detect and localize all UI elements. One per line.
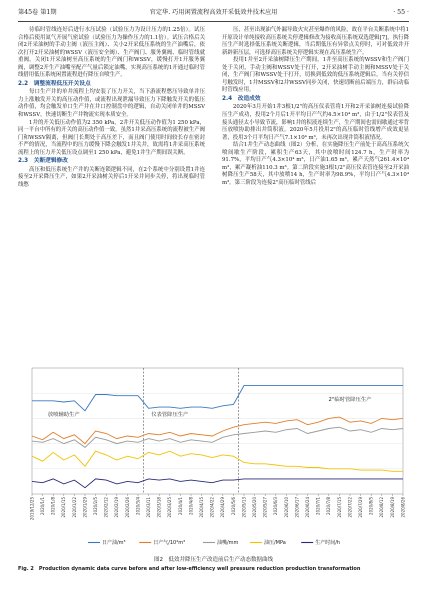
x-tick-label: 2020/2/12	[103, 497, 109, 518]
x-tick-label: 2020/4/8	[188, 497, 194, 515]
x-tick-label: 2020/7/1	[315, 497, 321, 515]
x-tick-label: 2020/4/15	[199, 497, 204, 518]
x-tick-label: 2020/5/13	[241, 497, 247, 518]
figure-caption-en: Fig. 2 Production dynamic data curve before and after low-efficiency well pressure reduction production transformation	[18, 566, 361, 572]
paragraph: 投用1井至2开采油树降压生产期间，1井至高压系统的WSSV和生产阀门处于关闭，手动主阀和WSSV处于打开，2开采油树手动主阀和MSSV处于关闭，生产阀门和WSSV处于打开，切换到低效的低压系统逻辑后，当有关停信号触发时，1井MSSV和2井WSSV同步关闭，快速切断前后端压力，群启动临时管线应用。	[222, 57, 409, 94]
x-tick-label: 2020/1/1	[39, 497, 45, 515]
x-tick-label: 2020/5/20	[252, 497, 257, 518]
figure-caption: 图2 低效井降压生产改造前后生产动态数据曲线	[153, 557, 273, 563]
x-tick-label: 2020/4/1	[177, 497, 183, 515]
x-tick-label: 2020/7/22	[347, 497, 353, 518]
production-chart	[18, 362, 409, 552]
plot-area	[32, 368, 403, 494]
left-column	[18, 27, 205, 189]
x-tick-label: 2020/4/22	[209, 497, 215, 518]
x-tick-label: 2020/5/6	[230, 497, 236, 515]
legend-label-2: 油嘴/mm	[217, 540, 239, 546]
x-tick-label: 2020/3/11	[146, 497, 151, 518]
section-heading: 2.4 改造成效	[222, 95, 261, 102]
x-tick-label: 2020/7/29	[358, 497, 363, 518]
x-tick-label: 2020/3/4	[135, 497, 141, 515]
paragraph: 压，甚至出现油气外漏导致火灾甚至爆炸的风险，故在平台关断系统中将1开原设计单纯接收高压系统关停逻辑修改为接收高压系统双选逻辑[7]，执行降压生产时选择低压系统关断逻辑，当后期低压有异常点关停时，可对低效井开新辟新压层，可选择高压系统关停逻辑实现在高压系统生产。	[222, 27, 409, 56]
paragraph: 1井的开关低压动作值为2 350 kPa，2井开关低压动作值为1 250 kPa，同一平台中所有的开关的高压动作值一致。虽然1井采高压系统的流程被生产阀门和WSSV隔离，但阀门长期处于高压差下，而且阀门使用时间较长存在密封不严的情况，当流程中的压力缓慢下降会触发1井关井，故需将1井采高压系统流程上的压力开关低压设点调至1 250 kPa，避免1井生产期间误关断。	[18, 119, 205, 156]
paragraph: 2020年3月开始1井3根1/2"的高压仪表管将1开和2开采油树连接试验降压生产成功，投用2个月后1开平均日产气约4.5×10⁴ m³，由于1/2"仪表管及接头通径太小导致节流，影响1井的积液连续生产，生产期间也需间歇通过零背压放喷协助排出井筒积液。2020年5月投用2"的高压临时管线增产成效更显著，投用3个月平均日产气7.1×10⁴ m³，未再次出现井筒积液情况。	[222, 104, 409, 141]
header-rule	[18, 21, 409, 22]
paragraph: 待临时管线连好后进行水压试验（试验压力为设计压力的1.25倍）。试压合格后使用氮气开展气密试验（试验压力为操作压力的1.1倍）。试压合格后关闭2开采油树的手动主阀（液压主阀）、关小2开采低压系统的生产油嘴后，依次打开2开采油树的WSSV（液压安全阀）、生产阀门、服务翼阀、临时管线就重阀。关闭1开采油树至高压系统的生产阀门和WSSV，缓慢打开1开服务翼阀，调整2开生产油嘴至配产气量后锁定油嘴，实现高压系统的1开通过临时管线借用低压系统闲置流程进行降压自喷生产。	[18, 27, 205, 79]
x-tick-label: 2020/8/5	[368, 497, 374, 515]
paragraph: 高压和低压系统生产井的关断连锁逻辑不同，在2个系统中分别设置1井连接至2开采降压生产，如果2开采油树关停后1开采井同步关停，将出现临时管线憋	[18, 166, 205, 188]
x-tick-label: 2020/2/5	[92, 497, 98, 515]
section-heading: 2.3 关断逻辑修改	[18, 158, 68, 165]
page-number: · 55 ·	[393, 9, 409, 16]
running-title: 官定华. 巧用闲置流程高效开采低效井技术应用	[149, 9, 278, 16]
x-tick-label: 2020/6/3	[273, 497, 279, 515]
x-tick-label: 2020/2/26	[124, 497, 130, 518]
x-tick-label: 2020/3/18	[156, 497, 162, 518]
annotation-label: 2"临时管降压生产	[328, 396, 372, 403]
section-heading: 2.2 调整流程低压开关设点	[18, 80, 91, 87]
x-tick-label: 2020/6/24	[305, 497, 310, 518]
figure-2	[18, 362, 409, 597]
x-tick-label: 2020/1/15	[61, 497, 67, 518]
legend-label-4: 生产时间/h	[315, 540, 341, 546]
x-tick-label: 2020/4/29	[220, 497, 226, 518]
x-tick-label: 2020/7/8	[326, 497, 332, 515]
x-tick-label: 2020/2/19	[114, 497, 120, 518]
x-tick-label: 2020/6/17	[294, 497, 300, 518]
x-tick-label: 2020/1/8	[50, 497, 56, 515]
x-tick-label: 2020/7/15	[336, 497, 342, 518]
x-tick-label: 2020/6/10	[283, 497, 289, 518]
x-tick-label: 2020/5/27	[262, 497, 268, 518]
paragraph: 每口生产井的单井流程上均安装了压力开关，当下游流程憋压导致单井压力上涨触发开关的高压动作值，或流程出现泄漏导致压力下降触发开关的低压动作值，均会触发单口生产井在井口控制盘中的逻辑，自动关闭单井的MSSV和WSSV，快速切断生产井物流实现本质安全。	[18, 89, 205, 119]
journal-volume: 第45卷 第1期	[18, 9, 57, 16]
x-tick-label: 2020/1/22	[71, 497, 77, 518]
x-tick-label: 2020/1/29	[82, 497, 88, 518]
right-column	[222, 27, 409, 187]
x-tick-label: 2020/8/19	[389, 497, 395, 518]
legend-label-0: 日产油/m³	[102, 540, 126, 546]
x-tick-label: 2020/8/12	[379, 497, 385, 518]
legend-label-3: 油压/MPa	[264, 540, 286, 546]
page-header	[18, 7, 409, 19]
x-tick-label: 2020/3/25	[167, 497, 173, 518]
x-tick-label: 2020/8/26	[400, 497, 406, 518]
legend-label-1: 日产气/10⁴m³	[153, 540, 186, 546]
annotation-label: 放喷辅助生产	[47, 411, 80, 418]
annotation-label: 仪表管降压生产	[151, 411, 189, 418]
x-tick-label: 2019/12/25	[29, 497, 35, 521]
paragraph: 结合1井生产动态曲线（图2）分析，在实施降压生产前处于高高压系统欠喷间歇生产阶段，累积生产63天，其中放喷时间124.7 h，生产时率为91.7%，平均日产气4.3×10⁴ m³，日产油1.65 m³，累产天然气261.4×10⁴ m³，累产凝析油110.3 m³。第二阶段实施3根1/2"高压仪表管连接至2开采油树降压生产58天，其中放喷14 h，生产时率为98.9%，平均日产气4.3×10⁴ m³。第三阶段为连接2"高压临时管线后	[222, 142, 409, 186]
